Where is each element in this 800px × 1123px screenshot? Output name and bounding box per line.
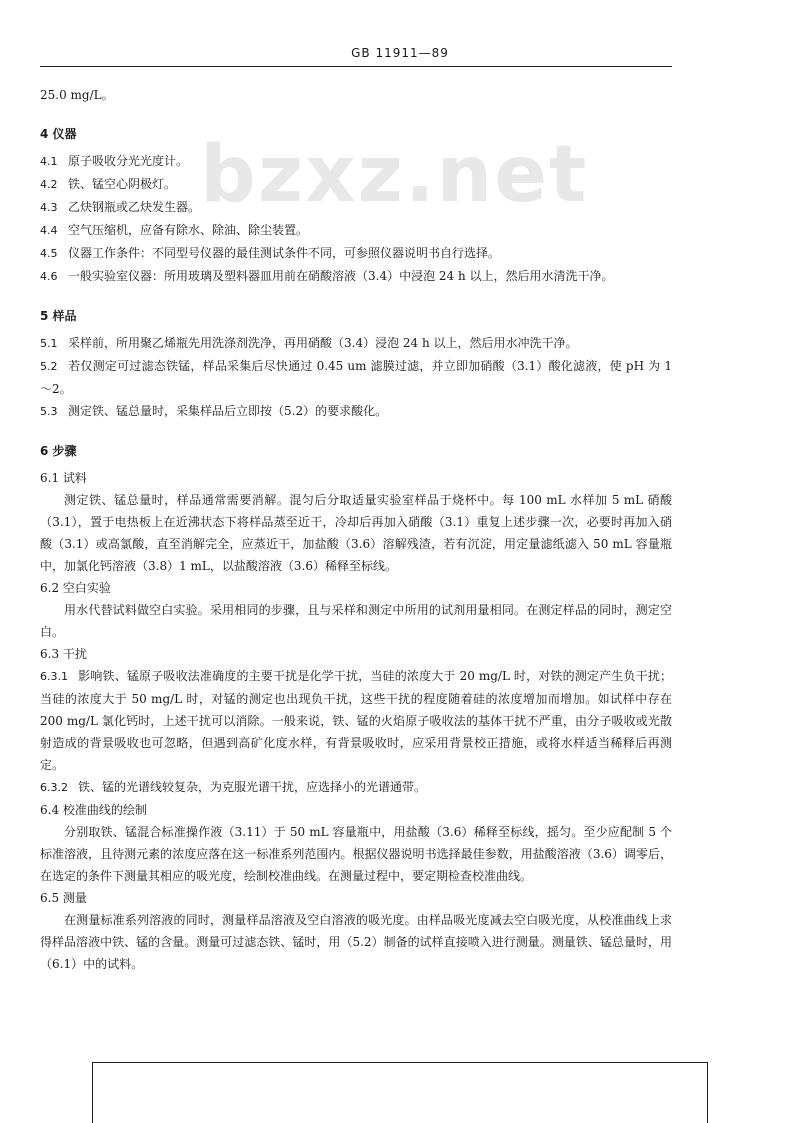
list-item [40,400,672,423]
item-text: 测定铁、锰总量时，采集样品后立即按（5.2）的要求酸化。 [68,404,388,418]
watermark: bzxz.net [200,130,589,220]
item-number: 4.6 [40,270,58,283]
paragraph: 在测量标准系列溶液的同时，测量样品溶液及空白溶液的吸光度。由样品吸光度减去空白吸光度，从校准曲线上求得样品溶液中铁、锰的含量。测量可过滤态铁、锰时，用（5.2）制备的试样直接喷入进行测量。测量铁、锰总量时，用（6.1）中的试料。 [40,913,672,971]
item-number: 5.1 [40,337,58,350]
subsection-title: 6.5 测量 [40,891,87,905]
document-body [40,84,672,975]
paragraph: 用水代替试料做空白实验。采用相同的步骤，且与采样和测定中所用的试剂用量相同。在测定样品的同时，测定空白。 [40,603,672,639]
list-item [40,332,672,355]
subsection-title: 6.1 试料 [40,471,87,485]
item-text: 仪器工作条件：不同型号仪器的最佳测试条件不同，可参照仪器说明书自行选择。 [68,246,501,260]
page-header: GB 11911—89 [351,46,449,60]
item-number: 4.1 [40,155,58,168]
subsection-title: 6.2 空白实验 [40,581,111,595]
paragraph: 测定铁、锰总量时，样品通常需要消解。混匀后分取适量实验室样品于烧杯中。每 100 mL 水样加 5 mL 硝酸（3.1），置于电热板上在近沸状态下将样品蒸至近干，冷却后再加入硝酸（3.1）重复上述步骤一次，必要时再加入硝酸（3.1）或高氯酸，直至消解完全，应蒸近干，加盐酸（3.6）溶解残渣，若有沉淀，用定量滤纸滤入 50 mL 容量瓶中，加氯化钙溶液（3.8）1 mL，以盐酸溶液（3.6）稀释至标线。 [40,493,672,573]
list-item [40,219,672,242]
item-number: 4.5 [40,247,58,260]
list-item [40,242,672,265]
list-item [40,265,672,288]
item-text: 铁、锰空心阴极灯。 [68,177,177,191]
bottom-frame [92,1062,708,1123]
item-text: 采样前，所用聚乙烯瓶先用洗涤剂洗净，再用硝酸（3.4）浸泡 24 h 以上，然后用水冲洗干净。 [68,336,578,350]
item-number: 6.3.2 [40,781,68,794]
item-number: 4.2 [40,178,58,191]
item-text: 空气压缩机，应备有除水、除油、除尘装置。 [68,223,309,237]
item-text: 原子吸收分光光度计。 [68,154,189,168]
item-number: 4.4 [40,224,58,237]
list-item [40,150,672,173]
paragraph: 分别取铁、锰混合标准操作液（3.11）于 50 mL 容量瓶中，用盐酸（3.6）稀释至标线，摇匀。至少应配制 5 个标准溶液，且待测元素的浓度应落在这一标准系列范围内。根据仪器说明书选择最佳参数，用盐酸溶液（3.6）调零后，在选定的条件下测量其相应的吸光度，绘制校准曲线。在测量过程中，要定期检查校准曲线。 [40,825,672,883]
subsection-title: 6.4 校准曲线的绘制 [40,803,147,817]
list-item [40,196,672,219]
item-text: 一般实验室仪器：所用玻璃及塑料器皿用前在硝酸溶液（3.4）中浸泡 24 h 以上，然后用水清洗干净。 [68,269,614,283]
section-heading-samples: 5 样品 [40,309,77,323]
item-text: 乙炔钢瓶或乙炔发生器。 [68,200,201,214]
item-number: 5.2 [40,360,58,373]
intro-text: 25.0 mg/L。 [40,88,114,102]
item-text: 若仅测定可过滤态铁锰，样品采集后尽快通过 0.45 um 滤膜过滤，并立即加硝酸（3.1）酸化滤液，使 pH 为 1～2。 [40,359,672,396]
list-item [40,355,672,400]
item-number: 4.3 [40,201,58,214]
subsection-title: 6.3 干扰 [40,647,87,661]
list-item [40,665,672,776]
header-rule [40,66,672,67]
item-text: 铁、锰的光谱线较复杂，为克服光谱干扰，应选择小的光谱通带。 [78,780,427,794]
section-heading-instruments: 4 仪器 [40,127,77,141]
item-text: 影响铁、锰原子吸收法准确度的主要干扰是化学干扰，当硅的浓度大于 20 mg/L 时，对铁的测定产生负干扰；当硅的浓度大于 50 mg/L 时，对锰的测定也出现负干扰，这些干扰的程度随着硅的浓度增加而增加。如试样中存在 200 mg/L 氯化钙时，上述干扰可以消除。一般来说，铁、锰的火焰原子吸收法的基体干扰不严重，由分子吸收或光散射造成的背景吸收也可忽略，但遇到高矿化度水样，有背景吸收时，应采用背景校正措施，或将水样适当稀释后再测定。 [40,669,672,772]
section-heading-procedure: 6 步骤 [40,444,77,458]
list-item [40,776,672,799]
item-number: 5.3 [40,405,58,418]
item-number: 6.3.1 [40,670,68,683]
list-item [40,173,672,196]
